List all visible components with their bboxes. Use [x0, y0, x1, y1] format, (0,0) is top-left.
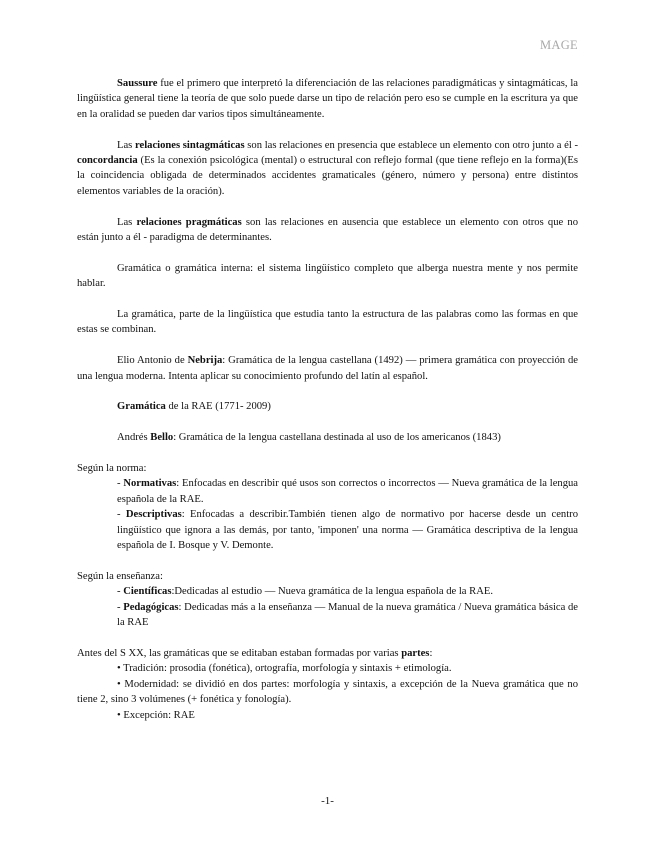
list-item: [117, 600, 578, 631]
text: : Gramática de la lengua castellana (1492) — primera gramática con proyección de una lengua moderna. Intenta aplicar su conocimiento profundo del latín al español.: [77, 355, 578, 382]
text: :Dedicadas al estudio — Nueva gramática de la lengua española de la RAE.: [171, 586, 493, 598]
text: (Es la conexión psicológica (mental) o estructural con reflejo formal (que tiene reflejo en la forma)(Es la coincidencia obligada de determinados accidentes gramaticales (género, número y persona) entre distintos elementos variables de la oración).: [77, 155, 578, 197]
text: -: [117, 586, 124, 598]
bold-term: Bello: [150, 432, 174, 444]
paragraph-bello: [77, 430, 578, 445]
text: Antes del S XX, las gramáticas que se editaban estaban formadas por varias: [77, 647, 402, 659]
bold-term: relaciones pragmáticas: [136, 216, 242, 228]
paragraph-gramatica: La gramática, parte de la lingüística que estudia tanto la estructura de las palabras como las formas en que estas se combinan.: [77, 309, 578, 336]
text: Las: [117, 139, 135, 151]
bullet-item: • Tradición: prosodia (fonética), ortografía, morfología y sintaxis + etimología.: [117, 663, 452, 675]
text: : Gramática de la lengua castellana destinada al uso de los americanos (1843): [173, 432, 501, 444]
text: Las: [117, 216, 137, 228]
bold-term: Gramática: [117, 401, 166, 413]
text: Elio Antonio de: [117, 355, 188, 367]
text: -: [117, 509, 126, 521]
text: de la RAE (1771- 2009): [165, 401, 271, 413]
heading-norma: Según la norma:: [77, 463, 147, 475]
text: Andrés: [117, 432, 151, 444]
paragraph-rae: [77, 399, 578, 414]
bold-term: concordancia: [77, 155, 138, 167]
heading-partes: [77, 646, 578, 661]
page-header: MAGE: [539, 38, 578, 52]
paragraph-saussure: [77, 76, 578, 122]
bold-term: Pedagógicas: [123, 601, 179, 613]
text: fue el primero que interpretó la diferenciación de las relaciones paradigmáticas y sintagmáticas, la lingüística general tiene la teoría de que solo puede darse un tipo de relación pero eso se cumple en la escritura ya que en la oralidad se pueden dar varios tipos simultáneamente.: [77, 78, 578, 120]
list-ensenanza: [77, 584, 578, 630]
paragraph-pragmaticas: [77, 215, 578, 246]
bold-term: Normativas: [123, 478, 177, 490]
bullet-item: • Modernidad: se dividió en dos partes: morfología y sintaxis, a excepción de la Nueva gramática que no tiene 2, sino 3 volúmenes (+ fonética y fonología).: [77, 678, 578, 706]
bold-term: Saussure: [117, 78, 158, 89]
text: son las relaciones en presencia que establece un elemento con otro junto a él -: [244, 139, 578, 151]
bold-term: relaciones sintagmáticas: [135, 139, 245, 151]
paragraph-nebrija: [77, 353, 578, 384]
heading-ensenanza: Según la enseñanza:: [77, 570, 163, 582]
text: : Dedicadas más a la enseñanza — Manual de la nueva gramática / Nueva gramática básica de la RAE: [117, 601, 578, 629]
text: son las relaciones en ausencia que establece un elemento con otros que no están junto a él - paradigma de determinantes.: [77, 216, 578, 244]
text: :: [429, 647, 433, 659]
document-body: [77, 76, 578, 723]
list-item: [117, 507, 578, 553]
list-item: [117, 584, 578, 599]
bold-term: Nebrija: [187, 355, 223, 367]
bullet-item: • Excepción: RAE: [117, 709, 195, 721]
text: : Enfocadas a describir.También tienen algo de normativo por hacerse desde un centro lingüístico que ignora a las demás, por tanto, 'imponen' una norma — Gramática descriptiva de la lengua española de I. Bosque y V. Demonte.: [117, 509, 578, 552]
paragraph-sintagmaticas: [77, 138, 578, 200]
list-norma: [77, 476, 578, 553]
bold-term: Descriptivas: [125, 509, 182, 521]
bold-term: partes: [401, 647, 430, 659]
page-number: -1-: [321, 795, 334, 807]
list-item: [117, 476, 578, 507]
bold-term: Científicas: [123, 586, 172, 598]
text: : Enfocadas en describir qué usos son correctos o incorrectos — Nueva gramática de la lengua española de la RAE.: [117, 478, 578, 505]
paragraph-gramatica-interna: Gramática o gramática interna: el sistema lingüístico completo que alberga nuestra mente y nos permite hablar.: [77, 262, 578, 290]
text: -: [117, 478, 124, 490]
text: -: [117, 601, 124, 613]
